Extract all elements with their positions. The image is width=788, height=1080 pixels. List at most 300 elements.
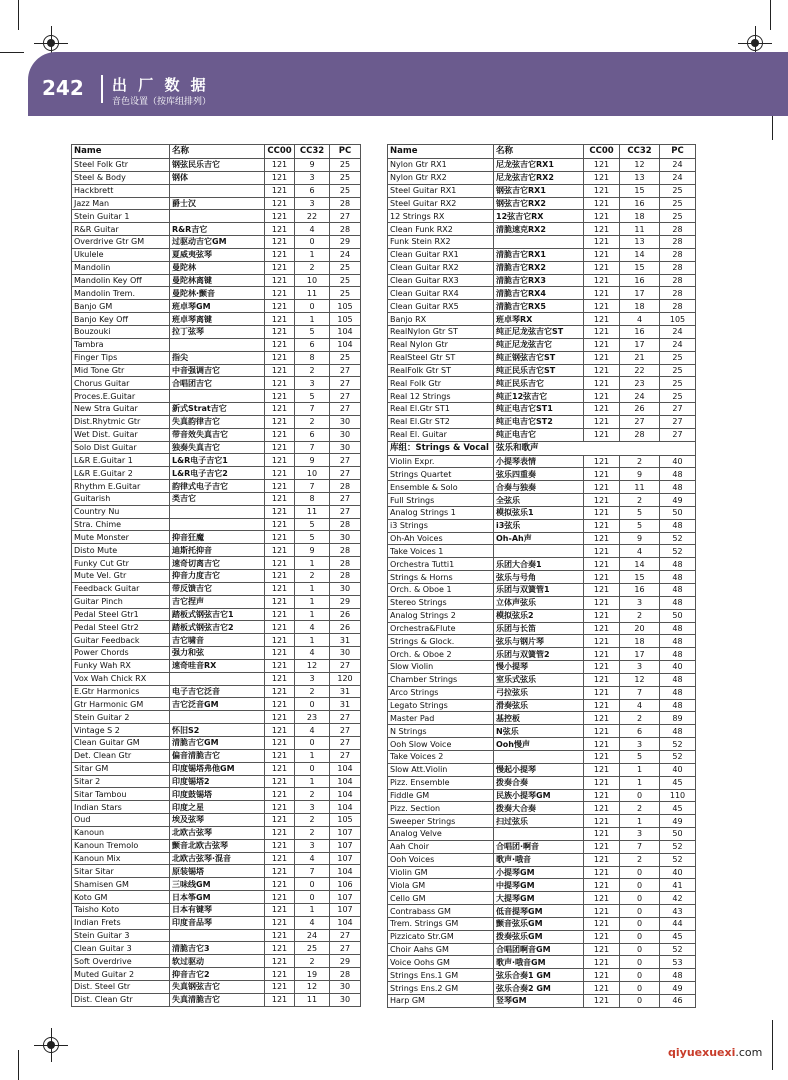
cell-cc32: 1 (295, 775, 330, 788)
cell-pc: 40 (660, 763, 696, 776)
table-row (388, 750, 696, 763)
cell-name: Choir Aahs GM (388, 943, 494, 956)
cell-cc32: 7 (295, 441, 330, 454)
cell-pc: 27 (330, 659, 361, 672)
cell-name: Guitar Pinch (72, 595, 170, 608)
registration-mark-top-left (40, 32, 62, 54)
table-row (72, 659, 361, 672)
cell-pc: 105 (330, 313, 361, 326)
cell-cn: 弦乐合奏1 GM (494, 969, 584, 982)
table-row (388, 789, 696, 802)
cell-pc: 27 (330, 749, 361, 762)
cell-cc32: 4 (620, 545, 660, 558)
cell-cc00: 121 (584, 584, 620, 597)
cell-cc00: 121 (265, 852, 295, 865)
cell-pc: 43 (660, 905, 696, 918)
cell-cn: 新式Strat吉它 (170, 403, 265, 416)
col-header-pc: PC (660, 145, 696, 159)
cell-cc00: 121 (265, 762, 295, 775)
cell-cc00: 121 (584, 776, 620, 789)
table-row (72, 711, 361, 724)
cell-pc: 30 (330, 981, 361, 994)
cell-pc: 28 (330, 223, 361, 236)
cell-cc32: 2 (295, 685, 330, 698)
cell-pc: 50 (660, 828, 696, 841)
cell-name: Stereo Strings (388, 596, 494, 609)
cell-pc: 27 (330, 454, 361, 467)
cell-name: Mute Vel. Gtr (72, 570, 170, 583)
cell-cn: 曼陀林离键 (170, 274, 265, 287)
cell-name: Sitar Tambou (72, 788, 170, 801)
table-row (72, 724, 361, 737)
crop-line (772, 1020, 773, 1070)
cell-name: E.Gtr Harmonics (72, 685, 170, 698)
cell-name: Power Chords (72, 647, 170, 660)
cell-name: Funky Wah RX (72, 659, 170, 672)
cell-cn (494, 750, 584, 763)
cell-pc: 107 (330, 826, 361, 839)
cell-pc: 105 (330, 814, 361, 827)
cell-cc32: 1 (620, 815, 660, 828)
cell-name: Dist. Steel Gtr (72, 981, 170, 994)
cell-cn: 清脆吉它RX2 (494, 261, 584, 274)
cell-cc32: 20 (620, 622, 660, 635)
cell-cc00: 121 (584, 917, 620, 930)
table-row (72, 274, 361, 287)
cell-pc: 28 (330, 968, 361, 981)
cell-cn: 失真钢弦吉它 (170, 981, 265, 994)
table-row (72, 557, 361, 570)
table-row (72, 570, 361, 583)
cell-pc: 48 (660, 725, 696, 738)
cell-pc: 24 (330, 248, 361, 261)
cell-cn: 清脆速克RX2 (494, 223, 584, 236)
cell-pc: 31 (330, 698, 361, 711)
cell-cc32: 4 (295, 621, 330, 634)
cell-name: L&R E.Guitar 1 (72, 454, 170, 467)
cell-cn: 乐团大合奏1 (494, 558, 584, 571)
table-row (72, 788, 361, 801)
table-row (72, 248, 361, 261)
table-row (388, 197, 696, 210)
table-row (388, 184, 696, 197)
cell-pc: 31 (330, 634, 361, 647)
cell-pc: 45 (660, 776, 696, 789)
table-row (388, 351, 696, 364)
table-row (388, 261, 696, 274)
cell-cc00: 121 (265, 916, 295, 929)
cell-cn: 室乐式弦乐 (494, 673, 584, 686)
cell-cn: 乐团与双簧管2 (494, 648, 584, 661)
cell-pc: 30 (330, 441, 361, 454)
cell-cn: 日本筝GM (170, 891, 265, 904)
page-number: 242 (42, 76, 84, 100)
cell-cn: 拨奏合奏 (494, 776, 584, 789)
cell-cn: 基控板 (494, 712, 584, 725)
table-row (72, 197, 361, 210)
cell-cc32: 11 (295, 505, 330, 518)
cell-name: Kanoun Mix (72, 852, 170, 865)
cell-pc: 52 (660, 943, 696, 956)
cell-cc00: 121 (265, 467, 295, 480)
cell-cc32: 3 (295, 377, 330, 390)
cell-cc00: 121 (265, 544, 295, 557)
cell-cc32: 1 (295, 248, 330, 261)
cell-pc: 25 (330, 159, 361, 172)
cell-cn (170, 711, 265, 724)
cell-cn: 中提琴GM (494, 879, 584, 892)
cell-name: Rhythm E.Guitar (72, 480, 170, 493)
cell-pc: 107 (330, 903, 361, 916)
table-row (388, 519, 696, 532)
cell-cc00: 121 (265, 942, 295, 955)
cell-cn: 纯正12弦吉它 (494, 390, 584, 403)
cell-cc00: 121 (265, 415, 295, 428)
cell-cc00: 121 (584, 828, 620, 841)
cell-name: Clean Guitar 3 (72, 942, 170, 955)
cell-pc: 42 (660, 892, 696, 905)
cell-name: Orch. & Oboe 2 (388, 648, 494, 661)
cell-cc00: 121 (584, 210, 620, 223)
table-row (388, 725, 696, 738)
cell-pc: 28 (330, 544, 361, 557)
cell-cn: 曼陀林·颤音 (170, 287, 265, 300)
cell-cc00: 121 (265, 595, 295, 608)
table-row (388, 223, 696, 236)
cell-name: Pedal Steel Gtr2 (72, 621, 170, 634)
table-row (388, 338, 696, 351)
cell-pc: 25 (660, 377, 696, 390)
cell-cn: 大提琴GM (494, 892, 584, 905)
cell-name: Funky Cut Gtr (72, 557, 170, 570)
cell-name: i3 Strings (388, 519, 494, 532)
table-row (388, 661, 696, 674)
cell-cn: 弦乐与号角 (494, 571, 584, 584)
cell-cc32: 23 (620, 377, 660, 390)
cell-pc: 29 (330, 955, 361, 968)
table-row (388, 686, 696, 699)
cell-cc00: 121 (265, 325, 295, 338)
cell-name: Real Folk Gtr (388, 377, 494, 390)
table-row (72, 916, 361, 929)
cell-pc: 104 (330, 916, 361, 929)
cell-name: Trem. Strings GM (388, 917, 494, 930)
cell-name: Full Strings (388, 494, 494, 507)
cell-cn (170, 184, 265, 197)
cell-cn: 日本有键琴 (170, 903, 265, 916)
table-row (388, 403, 696, 416)
cell-cn: 慢小提琴 (494, 661, 584, 674)
cell-cc32: 4 (295, 852, 330, 865)
cell-pc: 27 (660, 403, 696, 416)
cell-cc00: 121 (265, 955, 295, 968)
cell-cc00: 121 (584, 364, 620, 377)
cell-name: Voice Oohs GM (388, 956, 494, 969)
cell-pc: 52 (660, 853, 696, 866)
cell-name: Banjo RX (388, 313, 494, 326)
cell-cc00: 121 (265, 621, 295, 634)
table-row (388, 390, 696, 403)
table-row (388, 236, 696, 249)
cell-cc32: 2 (295, 814, 330, 827)
cell-cn: 民族小提琴GM (494, 789, 584, 802)
cell-pc: 25 (660, 184, 696, 197)
cell-cc00: 121 (584, 159, 620, 172)
cell-cn: 清脆吉它3 (170, 942, 265, 955)
cell-cc32: 0 (295, 300, 330, 313)
table-row (72, 364, 361, 377)
cell-cc32: 1 (295, 608, 330, 621)
cell-name: Det. Clean Gtr (72, 749, 170, 762)
table-row (72, 981, 361, 994)
cell-cn: 清脆吉它RX4 (494, 287, 584, 300)
cell-pc: 24 (660, 338, 696, 351)
cell-cc32: 11 (620, 223, 660, 236)
cell-cc00: 121 (584, 969, 620, 982)
cell-name: Wet Dist. Guitar (72, 428, 170, 441)
cell-cc00: 121 (584, 699, 620, 712)
cell-pc: 48 (660, 468, 696, 481)
table-row (72, 325, 361, 338)
cell-cc00: 121 (584, 519, 620, 532)
cell-cn: i3弦乐 (494, 519, 584, 532)
cell-name: RealSteel Gtr ST (388, 351, 494, 364)
cell-cc00: 121 (265, 659, 295, 672)
cell-cc00: 121 (265, 801, 295, 814)
cell-pc: 106 (330, 878, 361, 891)
table-row (388, 738, 696, 751)
cell-pc: 25 (660, 351, 696, 364)
cell-name: Indian Frets (72, 916, 170, 929)
table-row (72, 300, 361, 313)
cell-cc32: 0 (620, 892, 660, 905)
cell-cn: 乐团与双簧管1 (494, 584, 584, 597)
table-row (388, 802, 696, 815)
cell-name: Banjo GM (72, 300, 170, 313)
cell-name: Jazz Man (72, 197, 170, 210)
cell-cc00: 121 (265, 826, 295, 839)
cell-name: Real 12 Strings (388, 390, 494, 403)
cell-name: Master Pad (388, 712, 494, 725)
table-row (72, 762, 361, 775)
crop-line (770, 0, 771, 30)
cell-cn (170, 505, 265, 518)
cell-cn: 小提琴GM (494, 866, 584, 879)
cell-name: Soft Overdrive (72, 955, 170, 968)
cell-cn: 夏威夷弦琴 (170, 248, 265, 261)
cell-name: Orchestra&Flute (388, 622, 494, 635)
cell-pc: 27 (330, 390, 361, 403)
cell-cc00: 121 (584, 930, 620, 943)
cell-pc: 29 (330, 236, 361, 249)
cell-pc: 50 (660, 609, 696, 622)
cell-cc32: 18 (620, 210, 660, 223)
cell-cn: 弦乐与钢片琴 (494, 635, 584, 648)
cell-pc: 28 (660, 287, 696, 300)
cell-name: Kanoun Tremolo (72, 839, 170, 852)
cell-cn: 纯正电吉它ST1 (494, 403, 584, 416)
table-row (72, 595, 361, 608)
cell-cc00: 121 (584, 943, 620, 956)
cell-cn (170, 929, 265, 942)
table-row (388, 481, 696, 494)
cell-cc32: 1 (295, 595, 330, 608)
table-row (72, 698, 361, 711)
cell-cc00: 121 (265, 505, 295, 518)
cell-pc: 27 (330, 364, 361, 377)
cell-cc32: 11 (295, 993, 330, 1006)
cell-pc: 52 (660, 738, 696, 751)
table-row (72, 839, 361, 852)
cell-cc32: 4 (295, 647, 330, 660)
cell-name: Real El.Gtr ST1 (388, 403, 494, 416)
cell-cc32: 0 (295, 698, 330, 711)
cell-cn: 低音提琴GM (494, 905, 584, 918)
table-row (388, 300, 696, 313)
cell-name: Violin GM (388, 866, 494, 879)
cell-pc: 30 (330, 428, 361, 441)
cell-cn: 乐团与长笛 (494, 622, 584, 635)
cell-cc00: 121 (265, 788, 295, 801)
cell-cc32: 2 (295, 955, 330, 968)
cell-cc32: 17 (620, 338, 660, 351)
cell-pc: 27 (330, 942, 361, 955)
cell-name: 12 Strings RX (388, 210, 494, 223)
table-row (388, 648, 696, 661)
cell-cc00: 121 (584, 223, 620, 236)
cell-cc32: 9 (295, 544, 330, 557)
table-row (72, 814, 361, 827)
cell-cc00: 121 (584, 866, 620, 879)
cell-cn: 印度锡塔弗他GM (170, 762, 265, 775)
table-row (72, 351, 361, 364)
table-row (388, 609, 696, 622)
cell-cn: 慢起小提琴 (494, 763, 584, 776)
cell-cc32: 5 (295, 518, 330, 531)
cell-name: Clean Guitar GM (72, 736, 170, 749)
cell-cc00: 121 (265, 184, 295, 197)
cell-name: New Stra Guitar (72, 403, 170, 416)
cell-cc00: 121 (265, 313, 295, 326)
cell-pc: 104 (330, 865, 361, 878)
cell-cc00: 121 (584, 313, 620, 326)
cell-name: Chamber Strings (388, 673, 494, 686)
cell-cn: 钢弦吉它RX1 (494, 184, 584, 197)
cell-pc: 48 (660, 686, 696, 699)
cell-name: Guitarish (72, 492, 170, 505)
cell-name: Overdrive Gtr GM (72, 236, 170, 249)
cell-cc32: 27 (620, 415, 660, 428)
left-sound-table (71, 144, 361, 1007)
cell-cc32: 12 (620, 673, 660, 686)
cell-name: Mandolin Trem. (72, 287, 170, 300)
cell-cc00: 121 (265, 377, 295, 390)
cell-cc32: 11 (620, 481, 660, 494)
cell-cn (170, 210, 265, 223)
cell-cn (170, 518, 265, 531)
cell-pc: 48 (660, 648, 696, 661)
cell-cc32: 24 (620, 390, 660, 403)
cell-cc00: 121 (265, 351, 295, 364)
cell-cc32: 1 (295, 903, 330, 916)
cell-name: Stein Guitar 3 (72, 929, 170, 942)
table-row (388, 622, 696, 635)
cell-cc00: 121 (265, 711, 295, 724)
cell-cc00: 121 (584, 468, 620, 481)
cell-cc00: 121 (584, 853, 620, 866)
cell-cc32: 1 (295, 557, 330, 570)
cell-cc00: 121 (584, 840, 620, 853)
cell-cn: 三味线GM (170, 878, 265, 891)
cell-name: Chorus Guitar (72, 377, 170, 390)
cell-cc00: 121 (584, 377, 620, 390)
table-row (388, 969, 696, 982)
cell-pc: 48 (660, 558, 696, 571)
cell-name: Tambra (72, 338, 170, 351)
cell-cc00: 121 (265, 672, 295, 685)
cell-pc: 25 (330, 287, 361, 300)
cell-cn: 清脆吉它GM (170, 736, 265, 749)
header-divider (101, 75, 103, 103)
cell-cc00: 121 (265, 839, 295, 852)
table-row (72, 287, 361, 300)
cell-cn: 滑奏弦乐 (494, 699, 584, 712)
table-row (72, 878, 361, 891)
col-header-pc: PC (330, 145, 361, 159)
cell-cc32: 7 (620, 840, 660, 853)
cell-cc00: 121 (584, 750, 620, 763)
cell-cc00: 121 (265, 557, 295, 570)
cell-cn: L&R电子吉它2 (170, 467, 265, 480)
cell-cc32: 8 (295, 492, 330, 505)
cell-name: Banjo Key Off (72, 313, 170, 326)
cell-cn: 纯正电吉它 (494, 428, 584, 441)
cell-name: Viola GM (388, 879, 494, 892)
cell-cc00: 121 (265, 814, 295, 827)
cell-cc32: 16 (620, 584, 660, 597)
cell-cc32: 0 (620, 866, 660, 879)
cell-name: Strings & Horns (388, 571, 494, 584)
cell-cn: 清脆吉它RX3 (494, 274, 584, 287)
cell-cc00: 121 (584, 248, 620, 261)
table-row (72, 891, 361, 904)
cell-name: Arco Strings (388, 686, 494, 699)
cell-pc: 27 (330, 711, 361, 724)
cell-pc: 25 (660, 210, 696, 223)
cell-cc32: 18 (620, 635, 660, 648)
cell-name: Ooh Slow Voice (388, 738, 494, 751)
cell-cc00: 121 (584, 403, 620, 416)
cell-pc: 25 (330, 171, 361, 184)
cell-name: Slow Att.Violin (388, 763, 494, 776)
cell-cn: 钢体 (170, 171, 265, 184)
footer-brand: qiyuexuexi (668, 1046, 736, 1059)
cell-name: Gtr Harmonic GM (72, 698, 170, 711)
table-row (72, 441, 361, 454)
cell-cn: 合奏与独奏 (494, 481, 584, 494)
cell-cn: 速奇哇音RX (170, 659, 265, 672)
cell-cn: 带反馈吉它 (170, 582, 265, 595)
table-row (388, 159, 696, 172)
cell-cc32: 1 (295, 749, 330, 762)
cell-name: Aah Choir (388, 840, 494, 853)
cell-pc: 49 (660, 815, 696, 828)
cell-pc: 40 (660, 866, 696, 879)
cell-cc00: 121 (584, 494, 620, 507)
cell-pc: 30 (330, 993, 361, 1006)
cell-pc: 46 (660, 995, 696, 1008)
cell-name: Orch. & Oboe 1 (388, 584, 494, 597)
